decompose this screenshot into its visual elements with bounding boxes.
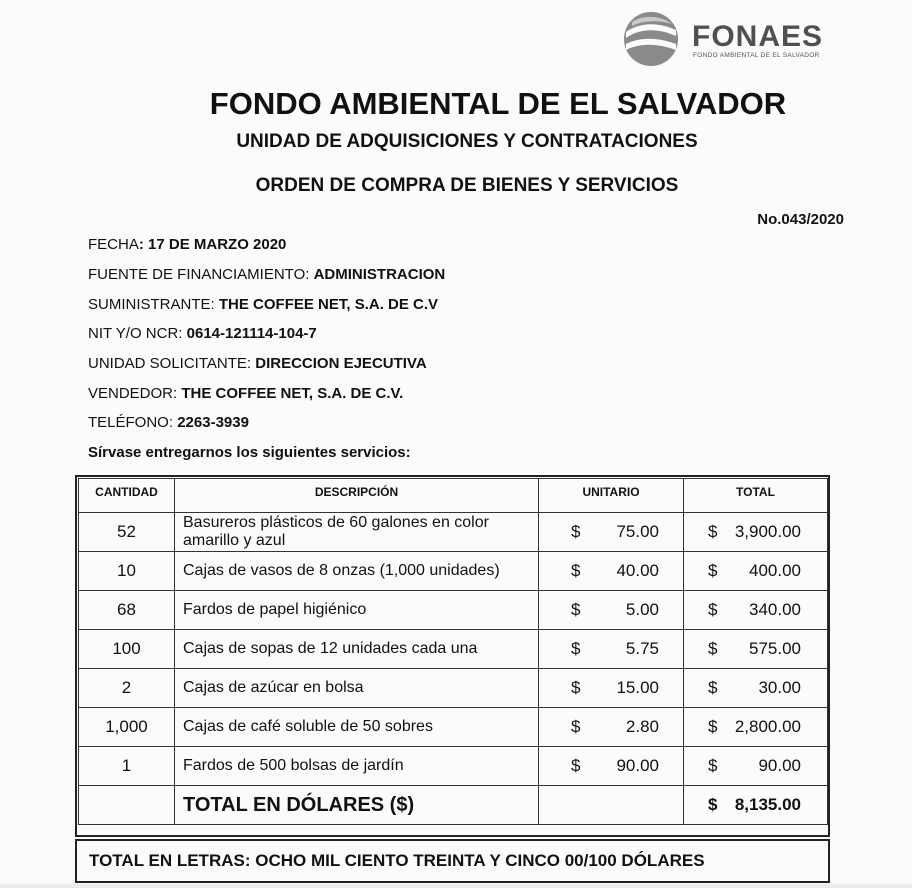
qty-cell: 52	[79, 513, 175, 552]
field-label: UNIDAD SOLICITANTE	[88, 355, 247, 372]
unit-price-cell: $ 5.75	[539, 630, 684, 669]
table-row	[79, 552, 828, 591]
field-value: THE COFFEE NET, S.A. DE C.V	[218, 296, 439, 313]
document-type: ORDEN DE COMPRA DE BIENES Y SERVICIOS	[255, 175, 679, 196]
fonaes-logo-icon	[622, 10, 680, 68]
table-row	[79, 669, 828, 708]
unit-price-cell: $ 2.80	[539, 708, 684, 747]
field-fuente: FUENTE DE FINANCIAMIENTO: ADMINISTRACION	[88, 266, 446, 283]
items-table	[78, 478, 828, 825]
table-row	[79, 708, 828, 747]
field-value: 17 DE MARZO 2020	[148, 236, 287, 253]
total-cell: $ 575.00	[684, 630, 828, 669]
field-label: FUENTE DE FINANCIAMIENTO	[88, 266, 306, 283]
qty-cell: 68	[79, 591, 175, 630]
field-label: SUMINISTRANTE	[88, 296, 211, 313]
table-total-row	[79, 786, 828, 825]
header-unitario: UNITARIO	[539, 479, 684, 513]
qty-cell: 1,000	[79, 708, 175, 747]
header-descripcion: DESCRIPCIÓN	[175, 479, 539, 513]
field-value: 0614-121114-104-7	[186, 325, 317, 342]
desc-cell: Cajas de café soluble de 50 sobres	[175, 708, 539, 747]
unit-price-cell: $ 5.00	[539, 591, 684, 630]
field-label: VENDEDOR	[88, 385, 174, 402]
desc-cell: Fardos de 500 bolsas de jardín	[175, 747, 539, 786]
field-value: ADMINISTRACION	[313, 266, 446, 283]
table-row	[79, 630, 828, 669]
page-title: FONDO AMBIENTAL DE EL SALVADOR	[209, 86, 787, 121]
page-edge	[0, 884, 912, 888]
header-total: TOTAL	[684, 479, 828, 513]
total-cell: $ 2,800.00	[684, 708, 828, 747]
field-label: TELÉFONO	[88, 414, 169, 431]
desc-cell: Cajas de sopas de 12 unidades cada una	[175, 630, 539, 669]
table-header-row	[79, 479, 828, 513]
field-value: 2263-3939	[177, 414, 249, 431]
table-row	[79, 513, 828, 552]
empty-cell	[79, 786, 175, 825]
total-label: TOTAL EN DÓLARES ($)	[175, 786, 539, 825]
desc-cell: Cajas de azúcar en bolsa	[175, 669, 539, 708]
empty-cell	[539, 786, 684, 825]
field-value: THE COFFEE NET, S.A. DE C.V.	[181, 385, 404, 402]
total-in-words: TOTAL EN LETRAS: OCHO MIL CIENTO TREINTA Y CINCO 00/100 DÓLARES	[89, 851, 705, 870]
field-fecha: FECHA: 17 DE MARZO 2020	[88, 236, 287, 253]
qty-cell: 100	[79, 630, 175, 669]
field-suministrante: SUMINISTRANTE: THE COFFEE NET, S.A. DE C.V	[88, 296, 439, 313]
fonaes-logo	[622, 8, 852, 68]
table-row	[79, 591, 828, 630]
qty-cell: 10	[79, 552, 175, 591]
qty-cell: 1	[79, 747, 175, 786]
grand-total-cell: $ 8,135.00	[684, 786, 828, 825]
table-row	[79, 747, 828, 786]
total-cell: $ 340.00	[684, 591, 828, 630]
unit-price-cell: $ 90.00	[539, 747, 684, 786]
unit-title: UNIDAD DE ADQUISICIONES Y CONTRATACIONES	[236, 131, 698, 152]
order-number: No.043/2020	[757, 211, 844, 228]
field-value: DIRECCION EJECUTIVA	[255, 355, 427, 372]
qty-cell: 2	[79, 669, 175, 708]
field-label: NIT Y/O NCR	[88, 325, 179, 342]
header-cantidad: CANTIDAD	[79, 479, 175, 513]
desc-cell: Fardos de papel higiénico	[175, 591, 539, 630]
field-label: FECHA	[88, 236, 139, 253]
total-cell: $ 3,900.00	[684, 513, 828, 552]
unit-price-cell: $ 40.00	[539, 552, 684, 591]
field-vendedor: VENDEDOR: THE COFFEE NET, S.A. DE C.V.	[88, 385, 404, 402]
desc-cell: Basureros plásticos de 60 galones en color amarillo y azul	[175, 513, 539, 552]
total-cell: $ 30.00	[684, 669, 828, 708]
desc-cell: Cajas de vasos de 8 onzas (1,000 unidades)	[175, 552, 539, 591]
total-cell: $ 90.00	[684, 747, 828, 786]
field-telefono: TELÉFONO: 2263-3939	[88, 414, 249, 431]
unit-price-cell: $ 75.00	[539, 513, 684, 552]
total-in-words-box	[75, 839, 830, 883]
field-unidad-solicitante: UNIDAD SOLICITANTE: DIRECCION EJECUTIVA	[88, 355, 427, 372]
logo-wordmark: FONAES	[692, 20, 824, 53]
logo-subtitle: FONDO AMBIENTAL DE EL SALVADOR	[693, 52, 820, 59]
total-cell: $ 400.00	[684, 552, 828, 591]
unit-price-cell: $ 15.00	[539, 669, 684, 708]
field-nit: NIT Y/O NCR: 0614-121114-104-7	[88, 325, 317, 342]
intro-text: Sírvase entregarnos los siguientes servicios:	[88, 444, 411, 461]
